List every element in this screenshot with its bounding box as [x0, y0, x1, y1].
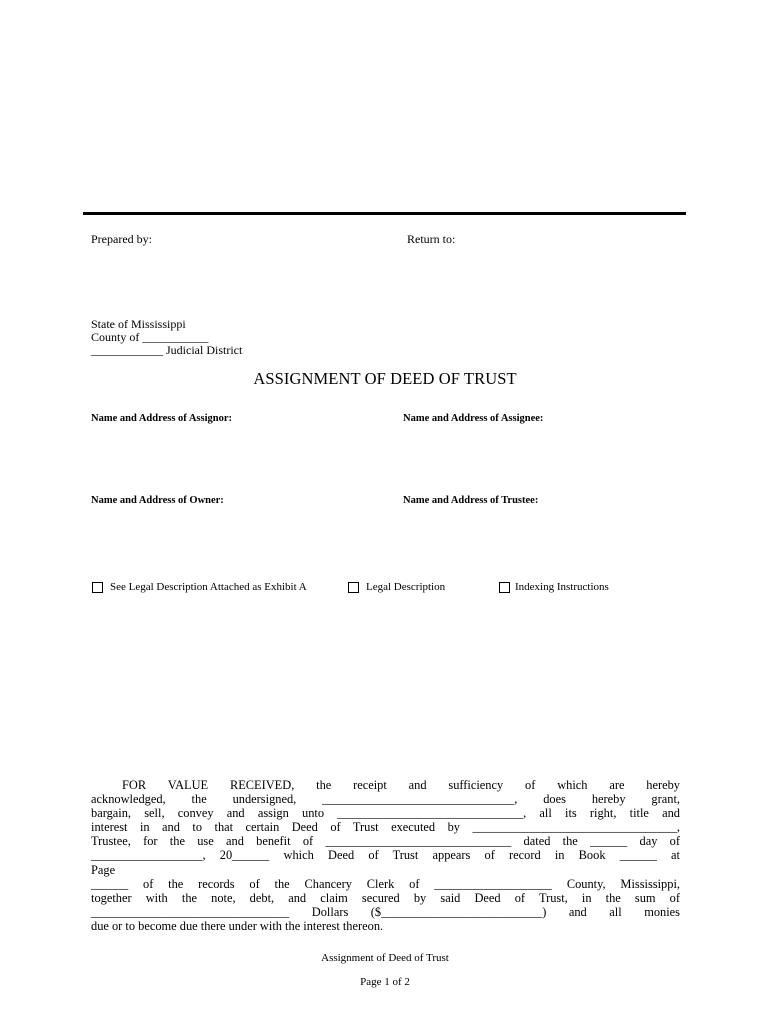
judicial-district-line: ____________ Judicial District — [91, 343, 243, 357]
body-line: due or to become due there under with the interest thereon. — [91, 918, 384, 933]
body-line: __________________, 20______ which Deed of Trust appears of record in Book ______ at — [91, 848, 680, 863]
exhibit-checkbox-label: See Legal Description Attached as Exhibit A — [110, 581, 307, 593]
return-to-label: Return to: — [407, 232, 456, 246]
body-line: Page — [91, 862, 116, 877]
state-county-block — [91, 318, 242, 357]
indexing-instructions-option[interactable] — [499, 581, 609, 593]
exhibit-checkbox[interactable] — [92, 582, 103, 593]
document-title: ASSIGNMENT OF DEED OF TRUST — [253, 369, 517, 388]
body-line: ______ of the records of the Chancery Clerk of ___________________ County, Mississippi, — [91, 876, 680, 891]
body-line: interest in and to that certain Deed of Trust executed by _________________________________, — [91, 820, 680, 835]
assignor-label: Name and Address of Assignor: — [91, 413, 232, 424]
indexing-instructions-checkbox-label: Indexing Instructions — [515, 581, 609, 593]
prepared-by-label: Prepared by: — [91, 232, 152, 246]
checkbox-row — [0, 581, 770, 597]
body-line: bargain, sell, convey and assign unto ______________________________, all its right, title and — [91, 806, 680, 821]
body-line: ________________________________ Dollars ($__________________________) and all monies — [91, 904, 680, 919]
exhibit-option[interactable] — [92, 581, 307, 593]
state-line: State of Mississippi — [91, 317, 186, 331]
top-rule — [83, 212, 686, 215]
indexing-instructions-checkbox[interactable] — [499, 582, 510, 593]
county-line: County of ___________ — [91, 330, 209, 344]
body-line: acknowledged, the undersigned, _______________________________, does hereby grant, — [91, 792, 680, 807]
legal-description-checkbox-label: Legal Description — [366, 581, 446, 593]
trustee-label: Name and Address of Trustee: — [403, 495, 539, 506]
owner-label: Name and Address of Owner: — [91, 495, 224, 506]
legal-description-checkbox[interactable] — [348, 582, 359, 593]
legal-description-option[interactable] — [348, 581, 445, 593]
assignment-body-paragraph — [91, 778, 680, 933]
body-line: together with the note, debt, and claim secured by said Deed of Trust, in the sum of — [91, 890, 680, 905]
assignee-label: Name and Address of Assignee: — [403, 413, 544, 424]
body-line: Trustee, for the use and benefit of ______________________________ dated the ______ day of — [91, 834, 680, 849]
footer-page-number: Page 1 of 2 — [360, 976, 410, 988]
footer-document-title: Assignment of Deed of Trust — [321, 952, 449, 964]
body-line: FOR VALUE RECEIVED, the receipt and sufficiency of which are hereby — [122, 778, 680, 792]
